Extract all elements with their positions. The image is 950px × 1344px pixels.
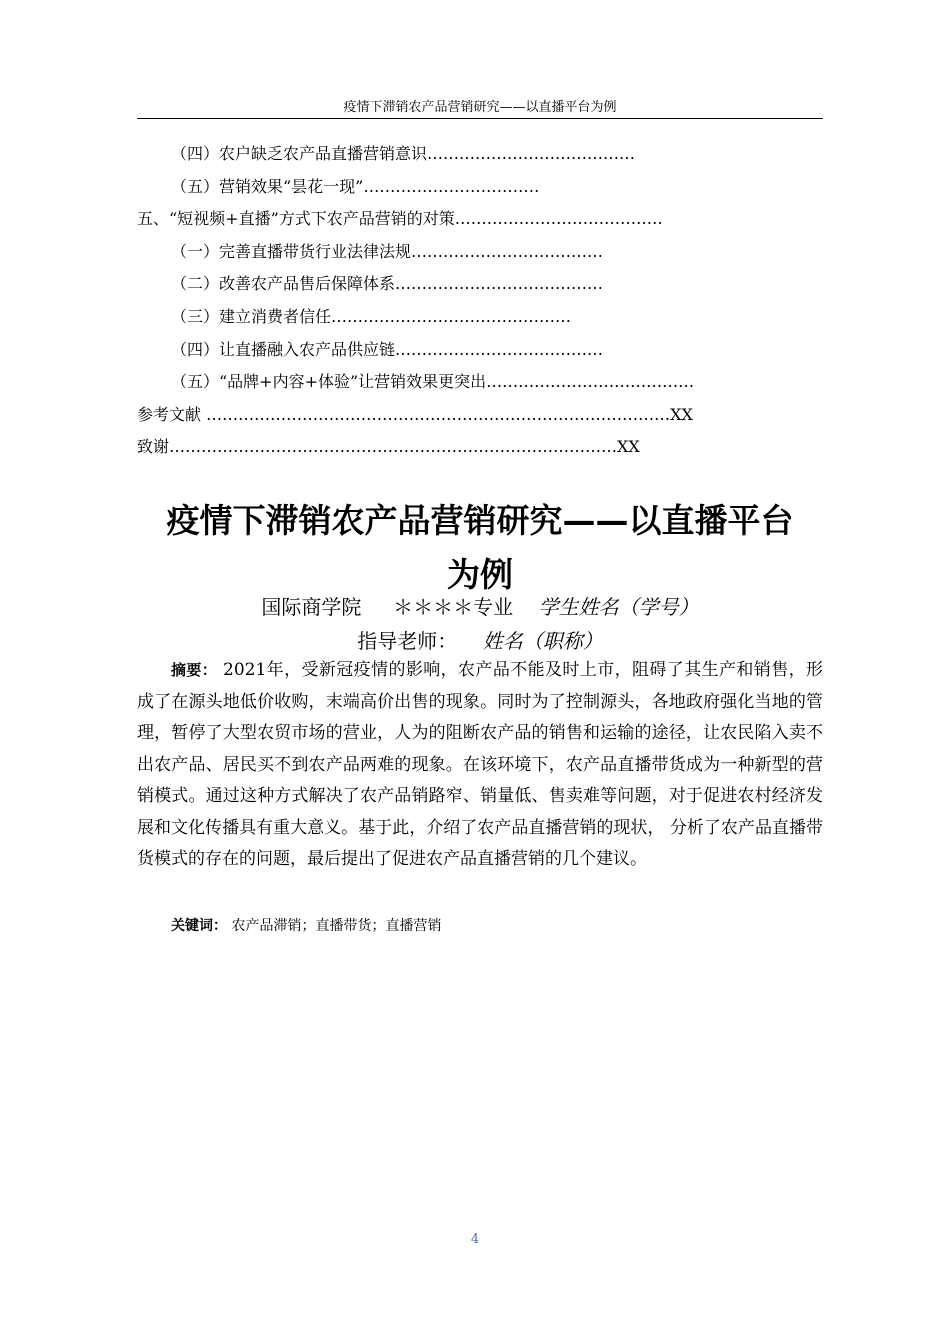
paper-title xyxy=(110,494,850,602)
toc-entry[interactable]: 参考文献 ……………………………………………………………………………XX xyxy=(137,404,693,424)
author-line xyxy=(137,590,823,624)
advisor-line xyxy=(137,624,823,658)
toc-entry[interactable]: （五）营销效果“昙花一现”…………………………… xyxy=(171,176,540,196)
toc-entry[interactable]: 五、“短视频+直播”方式下农产品营销的对策………………………………… xyxy=(137,209,663,229)
student-name: 学生姓名（学号） xyxy=(538,595,699,619)
toc-entry[interactable]: （五）“品牌+内容+体验”让营销效果更突出………………………………… xyxy=(171,372,695,392)
abstract-text: 2021年，受新冠疫情的影响，农产品不能及时上市，阻碍了其生产和销售，形成了在源头地低价收购，末端高价出售的现象。同时为了控制源头，各地政府强化当地的管理，暂停了大型农贸市场的营业，人为的阻断农产品的销售和运输的途径，让农民陷入卖不出农产品、居民买不到农产品两难的现象。在该环境下，农产品直播带货成为一种新型的营销模式。通过这种方式解决了农产品销路窄、销量低、售卖难等问题，对于促进农村经济发展和文化传播具有重大意义。基于此，介绍了农产品直播营销的现状， 分析了农产品直播带货模式的存在的问题，最后提出了促进农产品直播营销的几个建议。 xyxy=(137,660,823,869)
toc-entry[interactable]: 致谢…………………………………………………………………………XX xyxy=(137,437,640,457)
paper-title-line1: 疫情下滞销农产品营销研究——以直播平台 xyxy=(166,501,794,540)
toc-entry[interactable]: （一）完善直播带货行业法律法规……………………………… xyxy=(171,241,604,261)
keywords-label: 关键词： xyxy=(171,918,227,934)
toc-entry[interactable]: （三）建立消费者信任……………………………………… xyxy=(171,306,572,326)
toc-entry[interactable]: （二）改善农产品售后保障体系………………………………… xyxy=(171,274,604,294)
advisor-name: 姓名（职称） xyxy=(482,629,603,653)
running-header xyxy=(137,98,823,119)
major-name: ＊＊＊＊专业 xyxy=(393,595,514,619)
page-number: 4 xyxy=(470,1232,480,1247)
keywords xyxy=(171,914,823,938)
paper-title-line2: 为例 xyxy=(447,555,513,594)
author-block xyxy=(137,590,823,658)
advisor-label: 指导老师： xyxy=(357,629,458,653)
running-title: 疫情下滞销农产品营销研究——以直播平台为例 xyxy=(343,100,617,115)
keywords-text: 农产品滞销；直播带货；直播营销 xyxy=(231,918,442,934)
abstract-label: 摘要： xyxy=(171,661,218,679)
toc-entry[interactable]: （四）让直播融入农产品供应链………………………………… xyxy=(171,339,604,359)
abstract xyxy=(137,655,823,876)
toc-entry[interactable]: （四）农户缺乏农产品直播营销意识………………………………… xyxy=(171,144,636,163)
school-name: 国际商学院 xyxy=(261,595,362,619)
table-of-contents xyxy=(137,138,823,464)
